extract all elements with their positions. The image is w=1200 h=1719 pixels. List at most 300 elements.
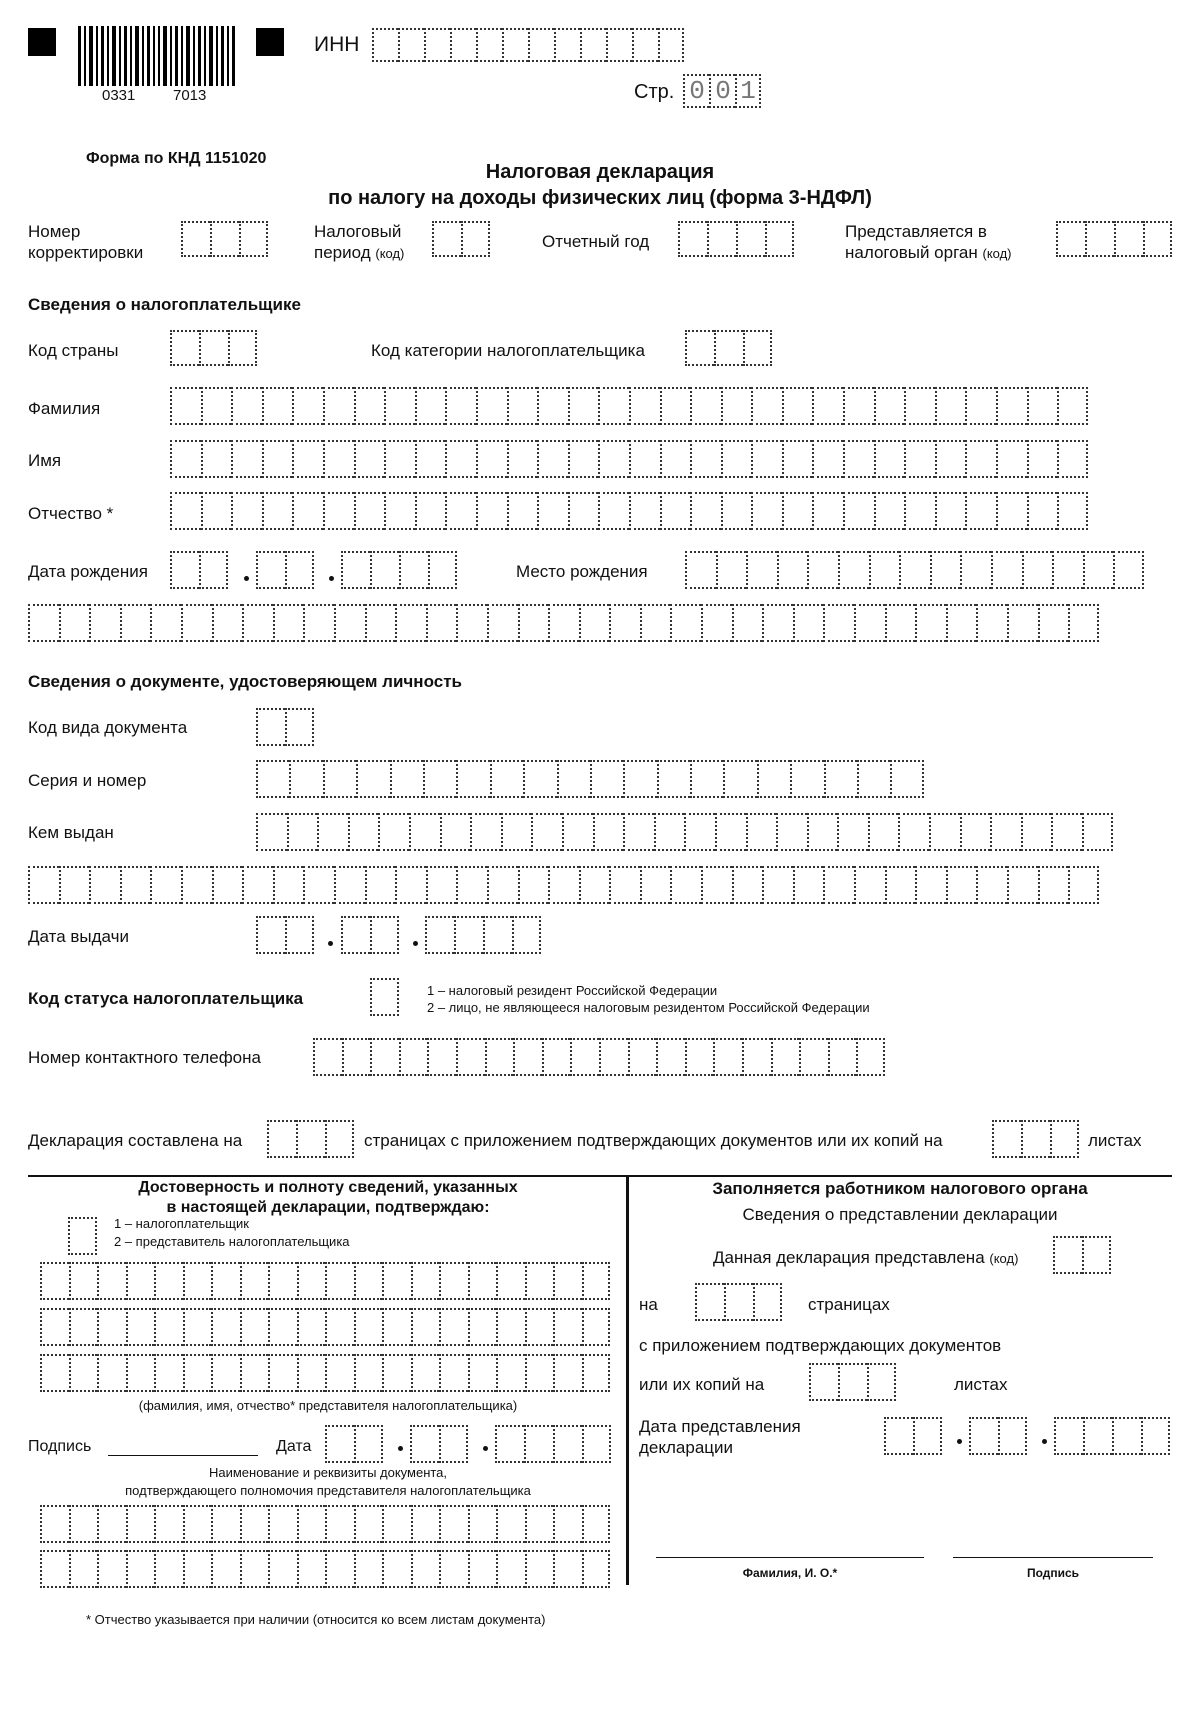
input-cell[interactable] [97,1354,126,1392]
input-cell[interactable] [325,1550,354,1588]
submission-date-cell[interactable] [969,1417,998,1455]
input-cell[interactable] [390,760,423,798]
issue-date-month[interactable] [341,916,399,954]
page-digit-cell[interactable] [735,74,761,108]
input-cell[interactable] [411,1262,440,1300]
input-cell[interactable] [354,1308,383,1346]
input-cell[interactable] [742,1038,771,1076]
input-cell[interactable] [395,604,426,642]
input-cell[interactable] [69,1262,98,1300]
input-cell[interactable] [439,1550,468,1588]
input-cell[interactable] [297,1354,326,1392]
signature-date-month[interactable] [410,1425,468,1463]
input-cell[interactable] [211,1308,240,1346]
input-cell[interactable] [183,1262,212,1300]
input-cell[interactable] [568,492,599,530]
input-cell[interactable] [411,1354,440,1392]
input-cell[interactable] [89,604,120,642]
input-cell[interactable] [256,760,289,798]
input-cell[interactable] [525,1308,554,1346]
input-cell[interactable] [771,1038,800,1076]
input-cell[interactable] [317,813,348,851]
signature-date-cell[interactable] [524,1425,553,1463]
input-cell[interactable] [496,1354,525,1392]
input-cell[interactable] [721,387,752,425]
input-cell[interactable] [1057,387,1088,425]
submission-date-cell[interactable] [1112,1417,1141,1455]
input-cell[interactable] [262,387,293,425]
attachment-sheets-field[interactable] [992,1120,1079,1158]
taxpayer-status-cell[interactable] [370,978,399,1016]
input-cell[interactable] [126,1550,155,1588]
input-cell[interactable] [325,1262,354,1300]
input-cell[interactable] [40,1550,69,1588]
input-cell[interactable] [262,492,293,530]
birth-date-cell[interactable] [399,551,428,589]
input-cell[interactable] [751,492,782,530]
input-cell[interactable] [289,760,322,798]
input-cell[interactable] [854,604,885,642]
input-cell[interactable] [356,760,389,798]
report-year-field[interactable] [678,221,794,257]
input-cell[interactable] [746,551,777,589]
signature-date-cell[interactable] [553,1425,582,1463]
submission-date-cell[interactable] [884,1417,913,1455]
input-cell[interactable] [582,1354,611,1392]
input-cell[interactable] [426,604,457,642]
input-cell[interactable] [240,1262,269,1300]
inn-cell[interactable] [502,28,528,62]
input-cell[interactable] [183,1550,212,1588]
input-cell[interactable] [965,440,996,478]
signature-date-cell[interactable] [495,1425,524,1463]
input-cell[interactable] [297,1308,326,1346]
input-cell[interactable] [97,1505,126,1543]
input-cell[interactable] [325,1308,354,1346]
input-cell[interactable] [297,1550,326,1588]
input-cell[interactable] [411,1308,440,1346]
input-cell[interactable] [427,1038,456,1076]
issue-date-cell[interactable] [425,916,454,954]
input-cell[interactable] [868,813,899,851]
input-cell[interactable] [857,760,890,798]
input-cell[interactable] [89,866,120,904]
input-cell[interactable] [823,604,854,642]
input-cell[interactable] [256,813,287,851]
input-cell[interactable] [399,1038,428,1076]
input-cell[interactable] [1068,604,1099,642]
input-cell[interactable] [629,387,660,425]
inn-cell[interactable] [632,28,658,62]
input-cell[interactable] [685,551,716,589]
input-cell[interactable] [292,387,323,425]
input-cell[interactable] [837,813,868,851]
input-cell[interactable] [690,492,721,530]
input-cell[interactable] [713,1038,742,1076]
input-cell[interactable] [183,1308,212,1346]
surname-field[interactable] [170,387,1088,425]
input-cell[interactable] [69,1550,98,1588]
tax-authority-code-field[interactable] [1056,221,1172,257]
input-cell[interactable] [456,760,489,798]
input-cell[interactable] [670,604,701,642]
input-cell[interactable] [1068,866,1099,904]
input-cell[interactable] [965,387,996,425]
input-cell[interactable] [542,1038,571,1076]
input-cell[interactable] [807,813,838,851]
input-cell[interactable] [456,604,487,642]
input-cell[interactable] [507,492,538,530]
received-pages-cell[interactable] [724,1283,753,1321]
officer-name-line[interactable] [656,1557,924,1558]
input-cell[interactable] [468,1354,497,1392]
birth-place-field-continued[interactable] [28,604,1099,642]
signature-date-year[interactable] [495,1425,611,1463]
input-cell[interactable] [354,1262,383,1300]
tax-authority-code-cell[interactable] [1056,221,1085,257]
input-cell[interactable] [553,1550,582,1588]
input-cell[interactable] [874,440,905,478]
input-cell[interactable] [354,1550,383,1588]
input-cell[interactable] [1113,551,1144,589]
input-cell[interactable] [1057,440,1088,478]
input-cell[interactable] [628,1038,657,1076]
input-cell[interactable] [690,387,721,425]
report-year-cell[interactable] [765,221,794,257]
input-cell[interactable] [996,387,1027,425]
input-cell[interactable] [721,492,752,530]
country-code-cell[interactable] [228,330,257,366]
input-cell[interactable] [242,604,273,642]
input-cell[interactable] [843,492,874,530]
category-code-cell[interactable] [714,330,743,366]
input-cell[interactable] [869,551,900,589]
birth-date-cell[interactable] [428,551,457,589]
input-cell[interactable] [323,760,356,798]
issue-date-cell[interactable] [256,916,285,954]
input-cell[interactable] [507,440,538,478]
signature-date-day[interactable] [325,1425,383,1463]
input-cell[interactable] [370,1038,399,1076]
input-cell[interactable] [762,866,793,904]
input-cell[interactable] [501,813,532,851]
input-cell[interactable] [854,866,885,904]
input-cell[interactable] [348,813,379,851]
input-cell[interactable] [240,1505,269,1543]
input-cell[interactable] [590,760,623,798]
input-cell[interactable] [757,760,790,798]
input-cell[interactable] [716,551,747,589]
name-field[interactable] [170,440,1088,478]
input-cell[interactable] [97,1550,126,1588]
input-cell[interactable] [170,492,201,530]
input-cell[interactable] [411,1505,440,1543]
patronymic-field[interactable] [170,492,1088,530]
input-cell[interactable] [807,551,838,589]
input-cell[interactable] [1027,387,1058,425]
input-cell[interactable] [297,1505,326,1543]
input-cell[interactable] [525,1262,554,1300]
input-cell[interactable] [548,866,579,904]
input-cell[interactable] [654,813,685,851]
country-code-cell[interactable] [199,330,228,366]
input-cell[interactable] [154,1308,183,1346]
input-cell[interactable] [629,440,660,478]
input-cell[interactable] [525,1550,554,1588]
input-cell[interactable] [609,866,640,904]
input-cell[interactable] [598,492,629,530]
input-cell[interactable] [1083,551,1114,589]
input-cell[interactable] [946,604,977,642]
authority-doc-line2[interactable] [40,1550,610,1588]
submission-method-cell[interactable] [1082,1236,1111,1274]
input-cell[interactable] [409,813,440,851]
tax-authority-code-cell[interactable] [1114,221,1143,257]
input-cell[interactable] [40,1505,69,1543]
received-pages-cell[interactable] [753,1283,782,1321]
submission-date-cell[interactable] [913,1417,942,1455]
input-cell[interactable] [183,1505,212,1543]
confirmer-type-cell[interactable] [68,1217,97,1255]
input-cell[interactable] [1038,604,1069,642]
representative-fio-line2[interactable] [40,1308,610,1346]
input-cell[interactable] [715,813,746,851]
category-code-field[interactable] [685,330,772,366]
input-cell[interactable] [990,813,1021,851]
signature-date-cell[interactable] [410,1425,439,1463]
input-cell[interactable] [582,1505,611,1543]
input-cell[interactable] [935,492,966,530]
input-cell[interactable] [395,866,426,904]
declaration-pages-cell[interactable] [296,1120,325,1158]
input-cell[interactable] [1052,551,1083,589]
input-cell[interactable] [582,1262,611,1300]
inn-cell[interactable] [398,28,424,62]
input-cell[interactable] [262,440,293,478]
input-cell[interactable] [378,813,409,851]
input-cell[interactable] [929,813,960,851]
input-cell[interactable] [507,387,538,425]
input-cell[interactable] [59,866,90,904]
tax-authority-code-cell[interactable] [1143,221,1172,257]
received-sheets-cell[interactable] [838,1363,867,1401]
page-digit-cell[interactable] [709,74,735,108]
birth-date-cell[interactable] [170,551,199,589]
input-cell[interactable] [899,551,930,589]
input-cell[interactable] [325,1354,354,1392]
input-cell[interactable] [456,1038,485,1076]
input-cell[interactable] [297,1262,326,1300]
input-cell[interactable] [525,1505,554,1543]
birth-date-cell[interactable] [199,551,228,589]
input-cell[interactable] [325,1505,354,1543]
input-cell[interactable] [354,1354,383,1392]
input-cell[interactable] [557,760,590,798]
input-cell[interactable] [334,604,365,642]
input-cell[interactable] [684,813,715,851]
input-cell[interactable] [812,492,843,530]
inn-cell[interactable] [450,28,476,62]
inn-cell[interactable] [528,28,554,62]
input-cell[interactable] [273,866,304,904]
input-cell[interactable] [685,1038,714,1076]
input-cell[interactable] [513,1038,542,1076]
input-cell[interactable] [97,1308,126,1346]
representative-fio-line3[interactable] [40,1354,610,1392]
input-cell[interactable] [69,1505,98,1543]
input-cell[interactable] [1021,813,1052,851]
input-cell[interactable] [790,760,823,798]
input-cell[interactable] [468,1262,497,1300]
received-pages-field[interactable] [695,1283,782,1321]
input-cell[interactable] [746,813,777,851]
input-cell[interactable] [548,604,579,642]
input-cell[interactable] [598,387,629,425]
input-cell[interactable] [439,1354,468,1392]
input-cell[interactable] [824,760,857,798]
input-cell[interactable] [468,1550,497,1588]
input-cell[interactable] [126,1505,155,1543]
input-cell[interactable] [946,866,977,904]
input-cell[interactable] [69,1354,98,1392]
attachment-sheets-cell[interactable] [1050,1120,1079,1158]
input-cell[interactable] [97,1262,126,1300]
input-cell[interactable] [468,1308,497,1346]
input-cell[interactable] [885,604,916,642]
input-cell[interactable] [537,387,568,425]
signature-line[interactable] [108,1455,258,1456]
input-cell[interactable] [640,604,671,642]
input-cell[interactable] [518,866,549,904]
tax-authority-code-cell[interactable] [1085,221,1114,257]
input-cell[interactable] [623,813,654,851]
input-cell[interactable] [240,1354,269,1392]
input-cell[interactable] [490,760,523,798]
input-cell[interactable] [126,1354,155,1392]
input-cell[interactable] [935,387,966,425]
input-cell[interactable] [268,1505,297,1543]
input-cell[interactable] [1038,866,1069,904]
input-cell[interactable] [440,813,471,851]
input-cell[interactable] [384,387,415,425]
input-cell[interactable] [751,440,782,478]
input-cell[interactable] [496,1505,525,1543]
input-cell[interactable] [231,440,262,478]
input-cell[interactable] [154,1262,183,1300]
input-cell[interactable] [904,492,935,530]
tax-period-cell[interactable] [461,221,490,257]
input-cell[interactable] [40,1308,69,1346]
input-cell[interactable] [415,440,446,478]
input-cell[interactable] [799,1038,828,1076]
input-cell[interactable] [354,387,385,425]
submission-date-cell[interactable] [998,1417,1027,1455]
input-cell[interactable] [732,866,763,904]
doc-type-code-field[interactable] [256,708,314,746]
input-cell[interactable] [445,387,476,425]
inn-cell[interactable] [580,28,606,62]
input-cell[interactable] [660,492,691,530]
input-cell[interactable] [323,387,354,425]
input-cell[interactable] [828,1038,857,1076]
inn-field[interactable] [372,28,684,62]
input-cell[interactable] [212,866,243,904]
input-cell[interactable] [292,440,323,478]
input-cell[interactable] [365,604,396,642]
input-cell[interactable] [1007,604,1038,642]
country-code-field[interactable] [170,330,257,366]
submission-date-cell[interactable] [1141,1417,1170,1455]
doc-type-code-cell[interactable] [285,708,314,746]
input-cell[interactable] [445,440,476,478]
input-cell[interactable] [201,387,232,425]
issue-date-cell[interactable] [341,916,370,954]
submission-date-cell[interactable] [1083,1417,1112,1455]
input-cell[interactable] [323,440,354,478]
input-cell[interactable] [593,813,624,851]
input-cell[interactable] [476,492,507,530]
input-cell[interactable] [670,866,701,904]
input-cell[interactable] [523,760,556,798]
input-cell[interactable] [181,604,212,642]
input-cell[interactable] [579,866,610,904]
input-cell[interactable] [334,866,365,904]
input-cell[interactable] [183,1354,212,1392]
input-cell[interactable] [568,387,599,425]
input-cell[interactable] [211,1262,240,1300]
input-cell[interactable] [582,1308,611,1346]
issue-date-cell[interactable] [454,916,483,954]
input-cell[interactable] [657,760,690,798]
input-cell[interactable] [874,387,905,425]
input-cell[interactable] [69,1308,98,1346]
input-cell[interactable] [782,440,813,478]
input-cell[interactable] [518,604,549,642]
inn-cell[interactable] [372,28,398,62]
correction-number-cell[interactable] [181,221,210,257]
input-cell[interactable] [721,440,752,478]
tax-period-field[interactable] [432,221,490,257]
submission-date-month[interactable] [969,1417,1027,1455]
input-cell[interactable] [838,551,869,589]
report-year-cell[interactable] [707,221,736,257]
input-cell[interactable] [793,866,824,904]
input-cell[interactable] [181,866,212,904]
birth-place-field[interactable] [685,551,1144,589]
issue-date-day[interactable] [256,916,314,954]
birth-date-cell[interactable] [370,551,399,589]
birth-date-cell[interactable] [341,551,370,589]
signature-date-cell[interactable] [439,1425,468,1463]
input-cell[interactable] [793,604,824,642]
confirmer-type-field[interactable] [68,1217,97,1255]
doc-type-code-cell[interactable] [256,708,285,746]
input-cell[interactable] [120,866,151,904]
input-cell[interactable] [268,1550,297,1588]
attachment-sheets-cell[interactable] [1021,1120,1050,1158]
input-cell[interactable] [365,866,396,904]
report-year-cell[interactable] [678,221,707,257]
input-cell[interactable] [553,1354,582,1392]
input-cell[interactable] [59,604,90,642]
input-cell[interactable] [996,492,1027,530]
input-cell[interactable] [553,1505,582,1543]
submission-date-day[interactable] [884,1417,942,1455]
input-cell[interactable] [439,1262,468,1300]
input-cell[interactable] [935,440,966,478]
submission-date-cell[interactable] [1054,1417,1083,1455]
input-cell[interactable] [268,1308,297,1346]
